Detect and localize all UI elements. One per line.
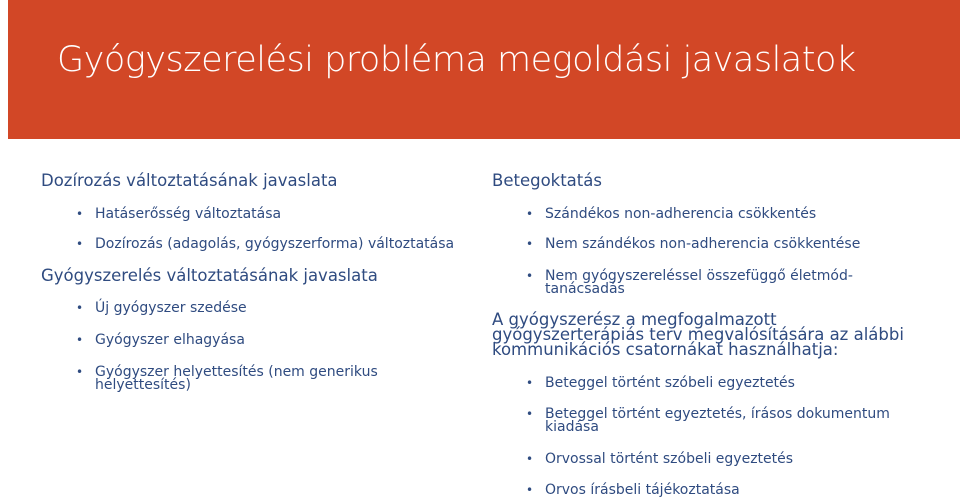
bullet-icon: • bbox=[76, 333, 84, 347]
left-section2-item-2: • Gyógyszer elhagyása bbox=[76, 332, 245, 348]
left-section2-item-3: • Gyógyszer helyettesítés (nem generikus bbox=[76, 364, 378, 380]
right-section2-item-2-cont: kiadása bbox=[545, 419, 599, 435]
bullet-icon: • bbox=[526, 483, 534, 497]
title-bar bbox=[8, 0, 960, 139]
right-section2-item-2: • Beteggel történt egyeztetés, írásos dokumentum bbox=[526, 406, 890, 422]
bullet-icon: • bbox=[76, 237, 84, 251]
bullet-icon: • bbox=[526, 237, 534, 251]
paragraph-line-1: A gyógyszerész a megfogalmazott bbox=[492, 310, 777, 329]
bullet-icon: • bbox=[526, 452, 534, 466]
right-section2-item-4: • Orvos írásbeli tájékoztatása bbox=[526, 482, 740, 498]
bullet-icon: • bbox=[76, 365, 84, 379]
paragraph-line-3: kommunikációs csatornákat használhatja: bbox=[492, 340, 839, 359]
right-section1-item-3: • Nem gyógyszereléssel összefüggő életmód- bbox=[526, 268, 853, 284]
bullet-icon: • bbox=[526, 376, 534, 390]
bullet-icon: • bbox=[526, 207, 534, 221]
left-section2-item-3-cont: helyettesítés) bbox=[95, 377, 191, 393]
right-section1-item-1: • Szándékos non-adherencia csökkentés bbox=[526, 206, 817, 222]
left-section2-heading: Gyógyszerelés változtatásának javaslata bbox=[41, 266, 378, 285]
left-section2-item-1: • Új gyógyszer szedése bbox=[76, 300, 247, 316]
left-section1-item-1: • Hatáserősség változtatása bbox=[76, 206, 282, 222]
bullet-icon: • bbox=[526, 269, 534, 283]
bullet-icon: • bbox=[526, 407, 534, 421]
right-section2-item-1: • Beteggel történt szóbeli egyeztetés bbox=[526, 375, 795, 391]
paragraph-line-2: gyógyszerterápiás terv megvalósítására az alábbi bbox=[492, 325, 904, 344]
right-section2-item-3: • Orvossal történt szóbeli egyeztetés bbox=[526, 451, 794, 467]
bullet-icon: • bbox=[76, 301, 84, 315]
left-section1-heading: Dozírozás változtatásának javaslata bbox=[41, 171, 338, 190]
right-section1-heading: Betegoktatás bbox=[492, 171, 602, 190]
left-section1-item-2: • Dozírozás (adagolás, gyógyszerforma) változtatása bbox=[76, 236, 455, 252]
bullet-icon: • bbox=[76, 207, 84, 221]
right-section1-item-3-cont: tanácsadás bbox=[545, 281, 625, 297]
right-section1-item-2: • Nem szándékos non-adherencia csökkentése bbox=[526, 236, 861, 252]
slide-title: Gyógyszerelési probléma megoldási javaslatok bbox=[57, 40, 856, 80]
